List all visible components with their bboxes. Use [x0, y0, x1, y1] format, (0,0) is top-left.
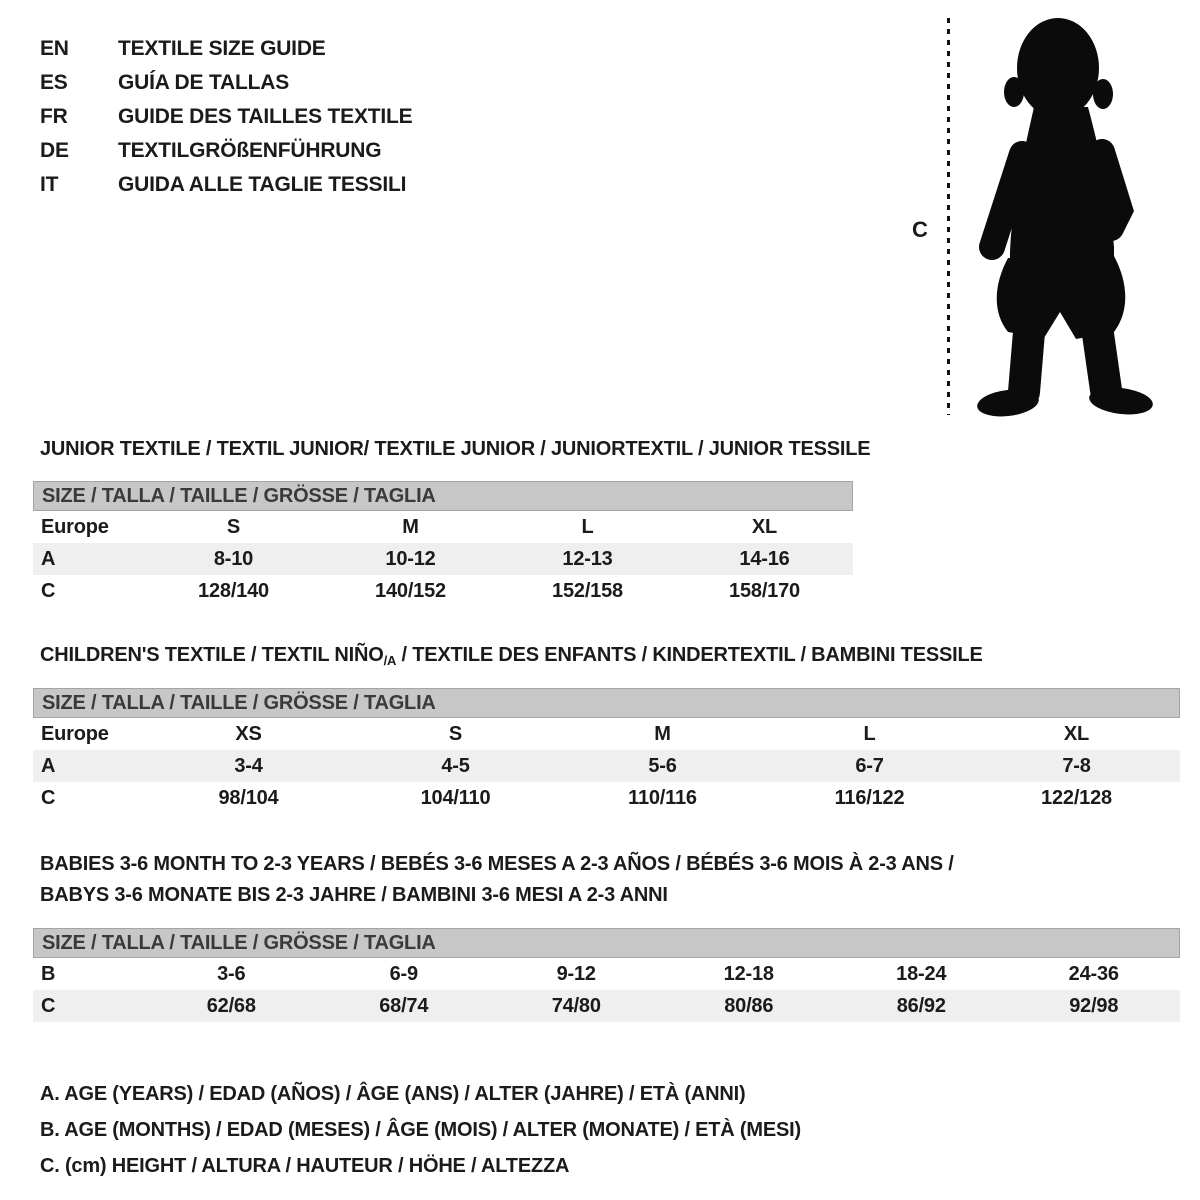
size-table-header: SIZE / TALLA / TAILLE / GRÖSSE / TAGLIA	[33, 688, 1180, 718]
size-cell: S	[226, 515, 241, 538]
row-label: B	[41, 962, 56, 985]
age-cell: 4-5	[441, 754, 470, 777]
language-code: ES	[40, 71, 68, 94]
table-row-europe	[33, 511, 853, 543]
table-row-age-months	[33, 958, 1180, 990]
language-code: FR	[40, 105, 68, 128]
section-title-babies-line1: BABIES 3-6 MONTH TO 2-3 YEARS / BEBÉS 3-6 MESES A 2-3 AÑOS / BÉBÉS 3-6 MOIS À 2-3 ANS /	[40, 853, 954, 875]
height-measure-label: C	[912, 217, 928, 242]
size-cell: L	[581, 515, 594, 538]
age-cell: 3-4	[234, 754, 263, 777]
height-cell: 158/170	[729, 579, 800, 602]
height-cell: 140/152	[375, 579, 446, 602]
table-row-height	[33, 782, 1180, 814]
height-cell: 62/68	[206, 994, 256, 1017]
size-cell: XL	[751, 515, 778, 538]
row-label: Europe	[41, 515, 109, 538]
size-table-header: SIZE / TALLA / TAILLE / GRÖSSE / TAGLIA	[33, 481, 853, 511]
table-row-europe	[33, 718, 1180, 750]
age-cell: 10-12	[385, 547, 436, 570]
height-cell: 104/110	[420, 786, 491, 809]
size-table-children	[33, 688, 1180, 814]
language-title: GUIDE DES TAILLES TEXTILE	[118, 105, 413, 128]
section-title-children	[40, 644, 983, 668]
language-row-it	[40, 168, 412, 202]
height-cell: 86/92	[896, 994, 946, 1017]
language-row-fr	[40, 100, 412, 134]
language-title: TEXTILGRÖßENFÜHRUNG	[118, 139, 382, 162]
section-title-junior: JUNIOR TEXTILE / TEXTIL JUNIOR/ TEXTILE JUNIOR / JUNIORTEXTIL / JUNIOR TESSILE	[40, 438, 871, 460]
legend-line-a: A. AGE (YEARS) / EDAD (AÑOS) / ÂGE (ANS) / ALTER (JAHRE) / ETÀ (ANNI)	[40, 1082, 746, 1105]
legend-line-c: C. (cm) HEIGHT / ALTURA / HAUTEUR / HÖHE / ALTEZZA	[40, 1154, 570, 1177]
language-row-en	[40, 32, 412, 66]
table-row-height	[33, 990, 1180, 1022]
age-cell: 18-24	[896, 962, 947, 985]
language-row-es	[40, 66, 412, 100]
size-cell: M	[402, 515, 419, 538]
age-cell: 5-6	[648, 754, 677, 777]
age-cell: 3-6	[217, 962, 246, 985]
row-label: C	[41, 579, 56, 602]
height-cell: 152/158	[552, 579, 623, 602]
table-row-age	[33, 750, 1180, 782]
table-row-age	[33, 543, 853, 575]
language-code: IT	[40, 173, 59, 196]
row-label: A	[41, 754, 56, 777]
table-row-height	[33, 575, 853, 607]
age-cell: 6-9	[389, 962, 418, 985]
language-row-de	[40, 134, 412, 168]
height-cell: 92/98	[1069, 994, 1119, 1017]
height-cell: 98/104	[218, 786, 279, 809]
section-title-children-pre: CHILDREN'S TEXTILE / TEXTIL NIÑO	[40, 644, 384, 666]
section-title-babies	[40, 849, 954, 911]
size-table-babies	[33, 928, 1180, 1022]
size-cell: L	[863, 722, 876, 745]
baby-silhouette-icon	[962, 12, 1166, 418]
height-dotted-line	[947, 18, 950, 415]
row-label: C	[41, 994, 56, 1017]
size-table-junior	[33, 481, 853, 607]
age-cell: 9-12	[556, 962, 596, 985]
age-cell: 12-13	[562, 547, 613, 570]
size-table-header: SIZE / TALLA / TAILLE / GRÖSSE / TAGLIA	[33, 928, 1180, 958]
age-cell: 14-16	[739, 547, 790, 570]
height-cell: 116/122	[834, 786, 905, 809]
language-title: GUIDA ALLE TAGLIE TESSILI	[118, 173, 407, 196]
size-cell: S	[448, 722, 463, 745]
height-cell: 80/86	[724, 994, 774, 1017]
row-label: Europe	[41, 722, 109, 745]
age-cell: 6-7	[855, 754, 884, 777]
age-cell: 7-8	[1062, 754, 1091, 777]
height-cell: 74/80	[551, 994, 601, 1017]
row-label: A	[41, 547, 56, 570]
language-code: DE	[40, 139, 69, 162]
height-cell: 128/140	[198, 579, 269, 602]
section-title-children-post: / TEXTILE DES ENFANTS / KINDERTEXTIL / BAMBINI TESSILE	[396, 644, 983, 666]
age-cell: 24-36	[1068, 962, 1119, 985]
age-cell: 8-10	[213, 547, 254, 570]
size-cell: XS	[235, 722, 262, 745]
size-cell: XL	[1063, 722, 1090, 745]
age-cell: 12-18	[723, 962, 774, 985]
language-title-list	[40, 32, 412, 202]
section-title-children-sub: /A	[383, 653, 397, 668]
language-code: EN	[40, 37, 69, 60]
language-title: TEXTILE SIZE GUIDE	[118, 37, 326, 60]
legend-line-b: B. AGE (MONTHS) / EDAD (MESES) / ÂGE (MOIS) / ALTER (MONATE) / ETÀ (MESI)	[40, 1118, 801, 1141]
height-cell: 110/116	[628, 786, 697, 809]
height-cell: 68/74	[379, 994, 429, 1017]
section-title-babies-line2: BABYS 3-6 MONATE BIS 2-3 JAHRE / BAMBINI 3-6 MESI A 2-3 ANNI	[40, 884, 668, 906]
language-title: GUÍA DE TALLAS	[118, 71, 290, 94]
legend	[40, 1076, 801, 1184]
height-cell: 122/128	[1041, 786, 1112, 809]
row-label: C	[41, 786, 56, 809]
size-cell: M	[654, 722, 671, 745]
